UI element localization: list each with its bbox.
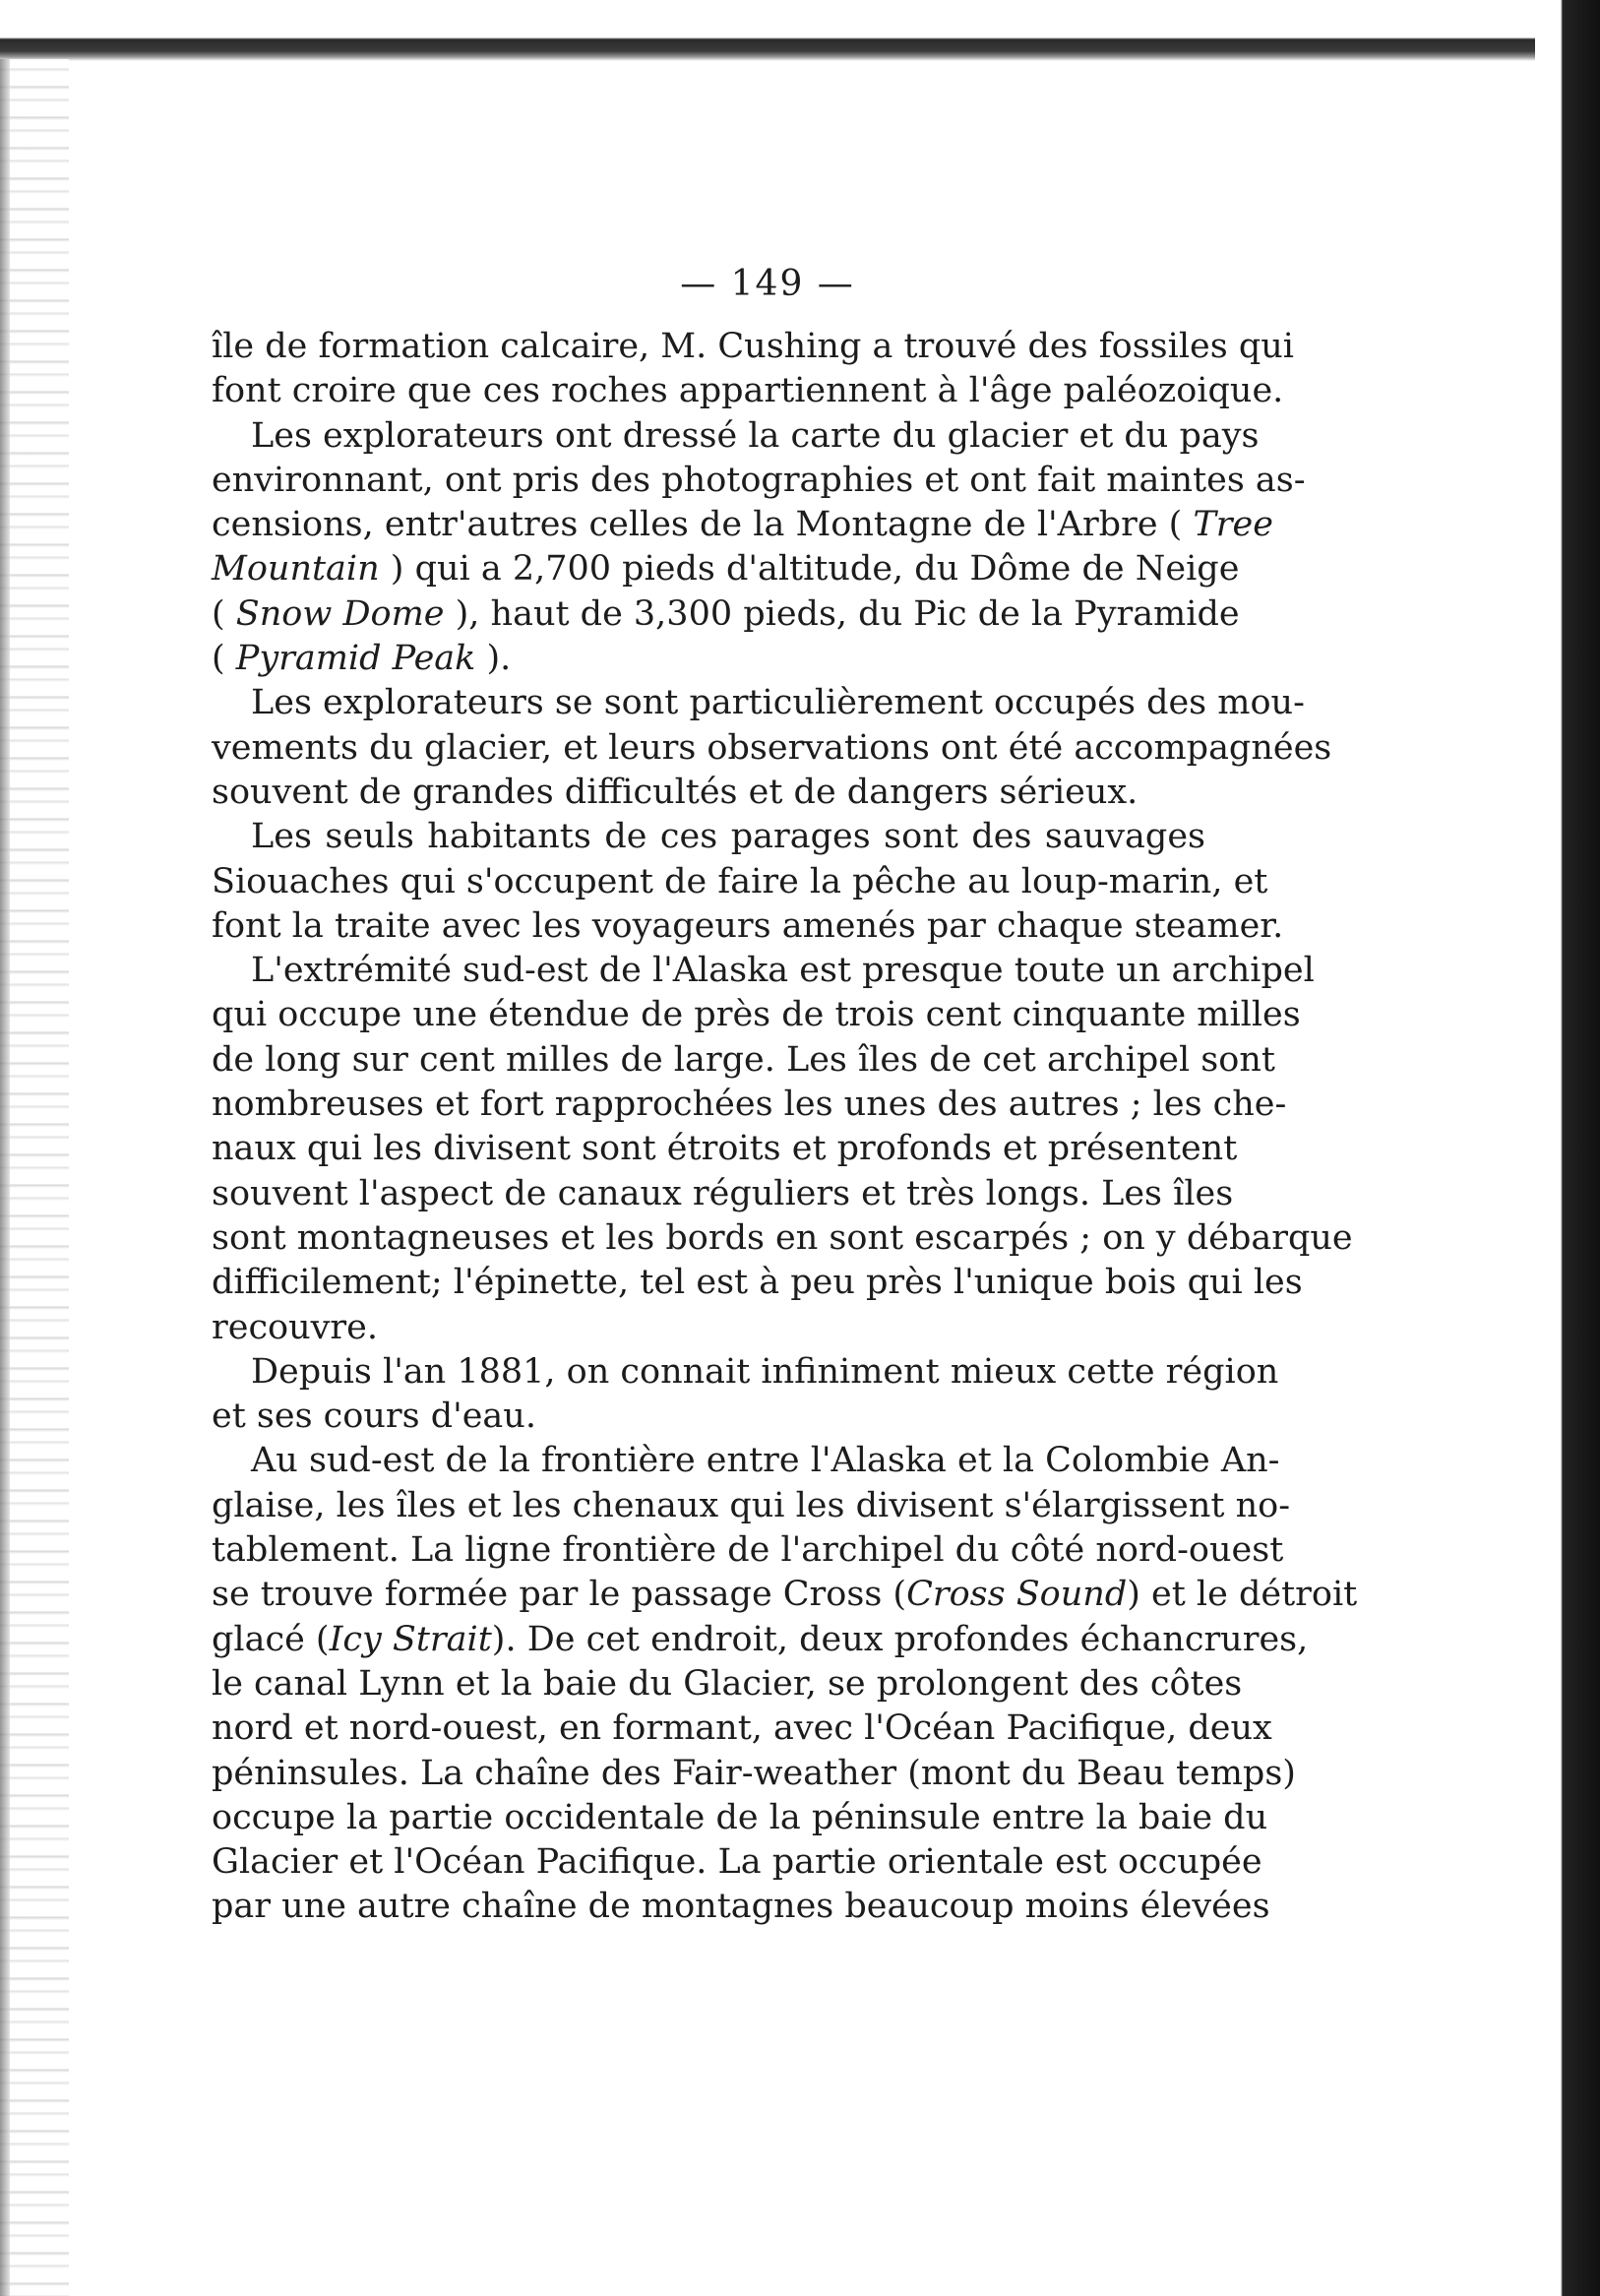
text-line: [212, 1127, 1238, 1171]
italic-text: Mountain: [212, 549, 380, 590]
text-run: ) qui a 2,700 pieds d'altitude, du Dôme de Neige: [379, 549, 1240, 590]
text-line: [212, 860, 1268, 904]
text-line: [212, 1885, 1270, 1929]
text-line: [212, 1306, 1205, 1350]
text-run: ), haut de 3,300 pieds, du Pic de la Pyramide: [444, 593, 1240, 634]
text-line: [212, 414, 1260, 459]
text-run: nombreuses et fort rapprochées les unes des autres ; les che-: [212, 1085, 1287, 1125]
text-run: de long sur cent milles de large. Les îles de cet archipel sont: [212, 1039, 1275, 1080]
text-line: [212, 1395, 1205, 1439]
text-run: ).: [475, 639, 512, 679]
text-line: [212, 1484, 1291, 1528]
text-line: [212, 681, 1305, 725]
scan-right-edge: [1539, 0, 1600, 2296]
text-run: ). De cet endroit, deux profondes échancrures,: [491, 1619, 1309, 1659]
text-run: le canal Lynn et la baie du Glacier, se prolongent des côtes: [212, 1663, 1243, 1704]
text-line: [212, 904, 1284, 949]
text-run: qui occupe une étendue de près de trois cent cinquante milles: [212, 995, 1301, 1035]
text-run: se trouve formée par le passage Cross (: [212, 1575, 907, 1615]
italic-text: Icy Strait: [329, 1619, 492, 1659]
text-line: [212, 637, 1205, 681]
text-run: font la traite avec les voyageurs amenés par chaque steamer.: [212, 905, 1284, 946]
text-line: [212, 1261, 1303, 1305]
text-run: Siouaches qui s'occupent de faire la pêche au loup-marin, et: [212, 861, 1268, 901]
text-line: [212, 1439, 1280, 1483]
scan-left-edge: [0, 59, 10, 2296]
text-line: [212, 503, 1273, 547]
text-line: [212, 1796, 1268, 1840]
scan-top-edge: [0, 0, 1535, 61]
text-line: [212, 815, 1205, 859]
text-run: Les explorateurs ont dressé la carte du glacier et du pays: [251, 415, 1260, 456]
italic-text: Snow Dome: [235, 593, 445, 634]
text-run: par une autre chaîne de montagnes beaucoup moins élevées: [212, 1887, 1270, 1927]
text-line: [212, 1038, 1275, 1083]
text-line: [212, 1350, 1279, 1395]
text-line: [212, 1528, 1284, 1573]
text-line: [212, 369, 1284, 413]
text-line: [212, 325, 1294, 369]
text-run: Les explorateurs se sont particulièrement occupés des mou-: [251, 683, 1305, 723]
text-run: censions, entr'autres celles de la Montagne de l'Arbre (: [212, 505, 1194, 545]
text-line: [212, 547, 1240, 591]
text-line: [212, 1216, 1353, 1261]
text-line: [212, 1662, 1243, 1706]
italic-text: Pyramid Peak: [235, 639, 476, 679]
text-run: (: [212, 639, 236, 679]
text-line: [212, 1172, 1234, 1216]
text-run: Au sud-est de la frontière entre l'Alaska et la Colombie An-: [251, 1441, 1280, 1481]
text-run: nord et nord-ouest, en formant, avec l'Océan Pacifique, deux: [212, 1708, 1272, 1749]
text-run: sont montagneuses et les bords en sont escarpés ; on y débarque: [212, 1217, 1353, 1258]
text-run: naux qui les divisent sont étroits et profonds et présentent: [212, 1129, 1238, 1169]
text-run: glaise, les îles et les chenaux qui les divisent s'élargissent no-: [212, 1485, 1291, 1525]
page-number: — 149 —: [680, 264, 855, 304]
text-run: Glacier et l'Océan Pacifique. La partie orientale est occupée: [212, 1842, 1262, 1883]
text-line: [212, 993, 1301, 1037]
text-run: font croire que ces roches appartiennent à l'âge paléozoique.: [212, 371, 1284, 411]
scan-left-margin-noise: [0, 59, 69, 2296]
text-run: Les seuls habitants de ces parages sont des sauvages: [251, 817, 1205, 857]
text-run: (: [212, 593, 236, 634]
text-run: L'extrémité sud-est de l'Alaska est presque toute un archipel: [251, 951, 1315, 991]
text-run: souvent l'aspect de canaux réguliers et très longs. Les îles: [212, 1173, 1234, 1213]
text-run: vements du glacier, et leurs observations ont été accompagnées: [212, 727, 1332, 768]
italic-text: Cross Sound: [906, 1575, 1128, 1615]
text-line: [212, 949, 1315, 993]
text-run: tablement. La ligne frontière de l'archipel du côté nord-ouest: [212, 1530, 1284, 1571]
text-run: glacé (: [212, 1619, 330, 1659]
text-run: Depuis l'an 1881, on connait infiniment mieux cette région: [251, 1351, 1279, 1392]
text-line: [212, 1573, 1358, 1617]
text-run: occupe la partie occidentale de la péninsule entre la baie du: [212, 1797, 1268, 1837]
text-run: difficilement; l'épinette, tel est à peu près l'unique bois qui les: [212, 1263, 1303, 1303]
text-run: recouvre.: [212, 1307, 379, 1347]
text-run: ) et le détroit: [1127, 1575, 1358, 1615]
text-run: péninsules. La chaîne des Fair-weather (mont du Beau temps): [212, 1753, 1296, 1793]
body-text: [212, 325, 1358, 1930]
text-line: [212, 1618, 1309, 1662]
text-run: environnant, ont pris des photographies et ont fait maintes as-: [212, 460, 1306, 500]
text-line: [212, 1706, 1272, 1751]
text-line: [212, 459, 1306, 503]
text-run: île de formation calcaire, M. Cushing a trouvé des fossiles qui: [212, 327, 1294, 366]
text-line: [212, 726, 1332, 771]
text-line: [212, 1752, 1296, 1796]
italic-text: Tree: [1193, 505, 1273, 545]
text-line: [212, 1083, 1287, 1127]
text-line: [212, 592, 1240, 637]
text-run: et ses cours d'eau.: [212, 1396, 536, 1437]
text-line: [212, 1840, 1262, 1885]
text-line: [212, 771, 1205, 815]
text-run: souvent de grandes difficultés et de dangers sérieux.: [212, 772, 1138, 812]
